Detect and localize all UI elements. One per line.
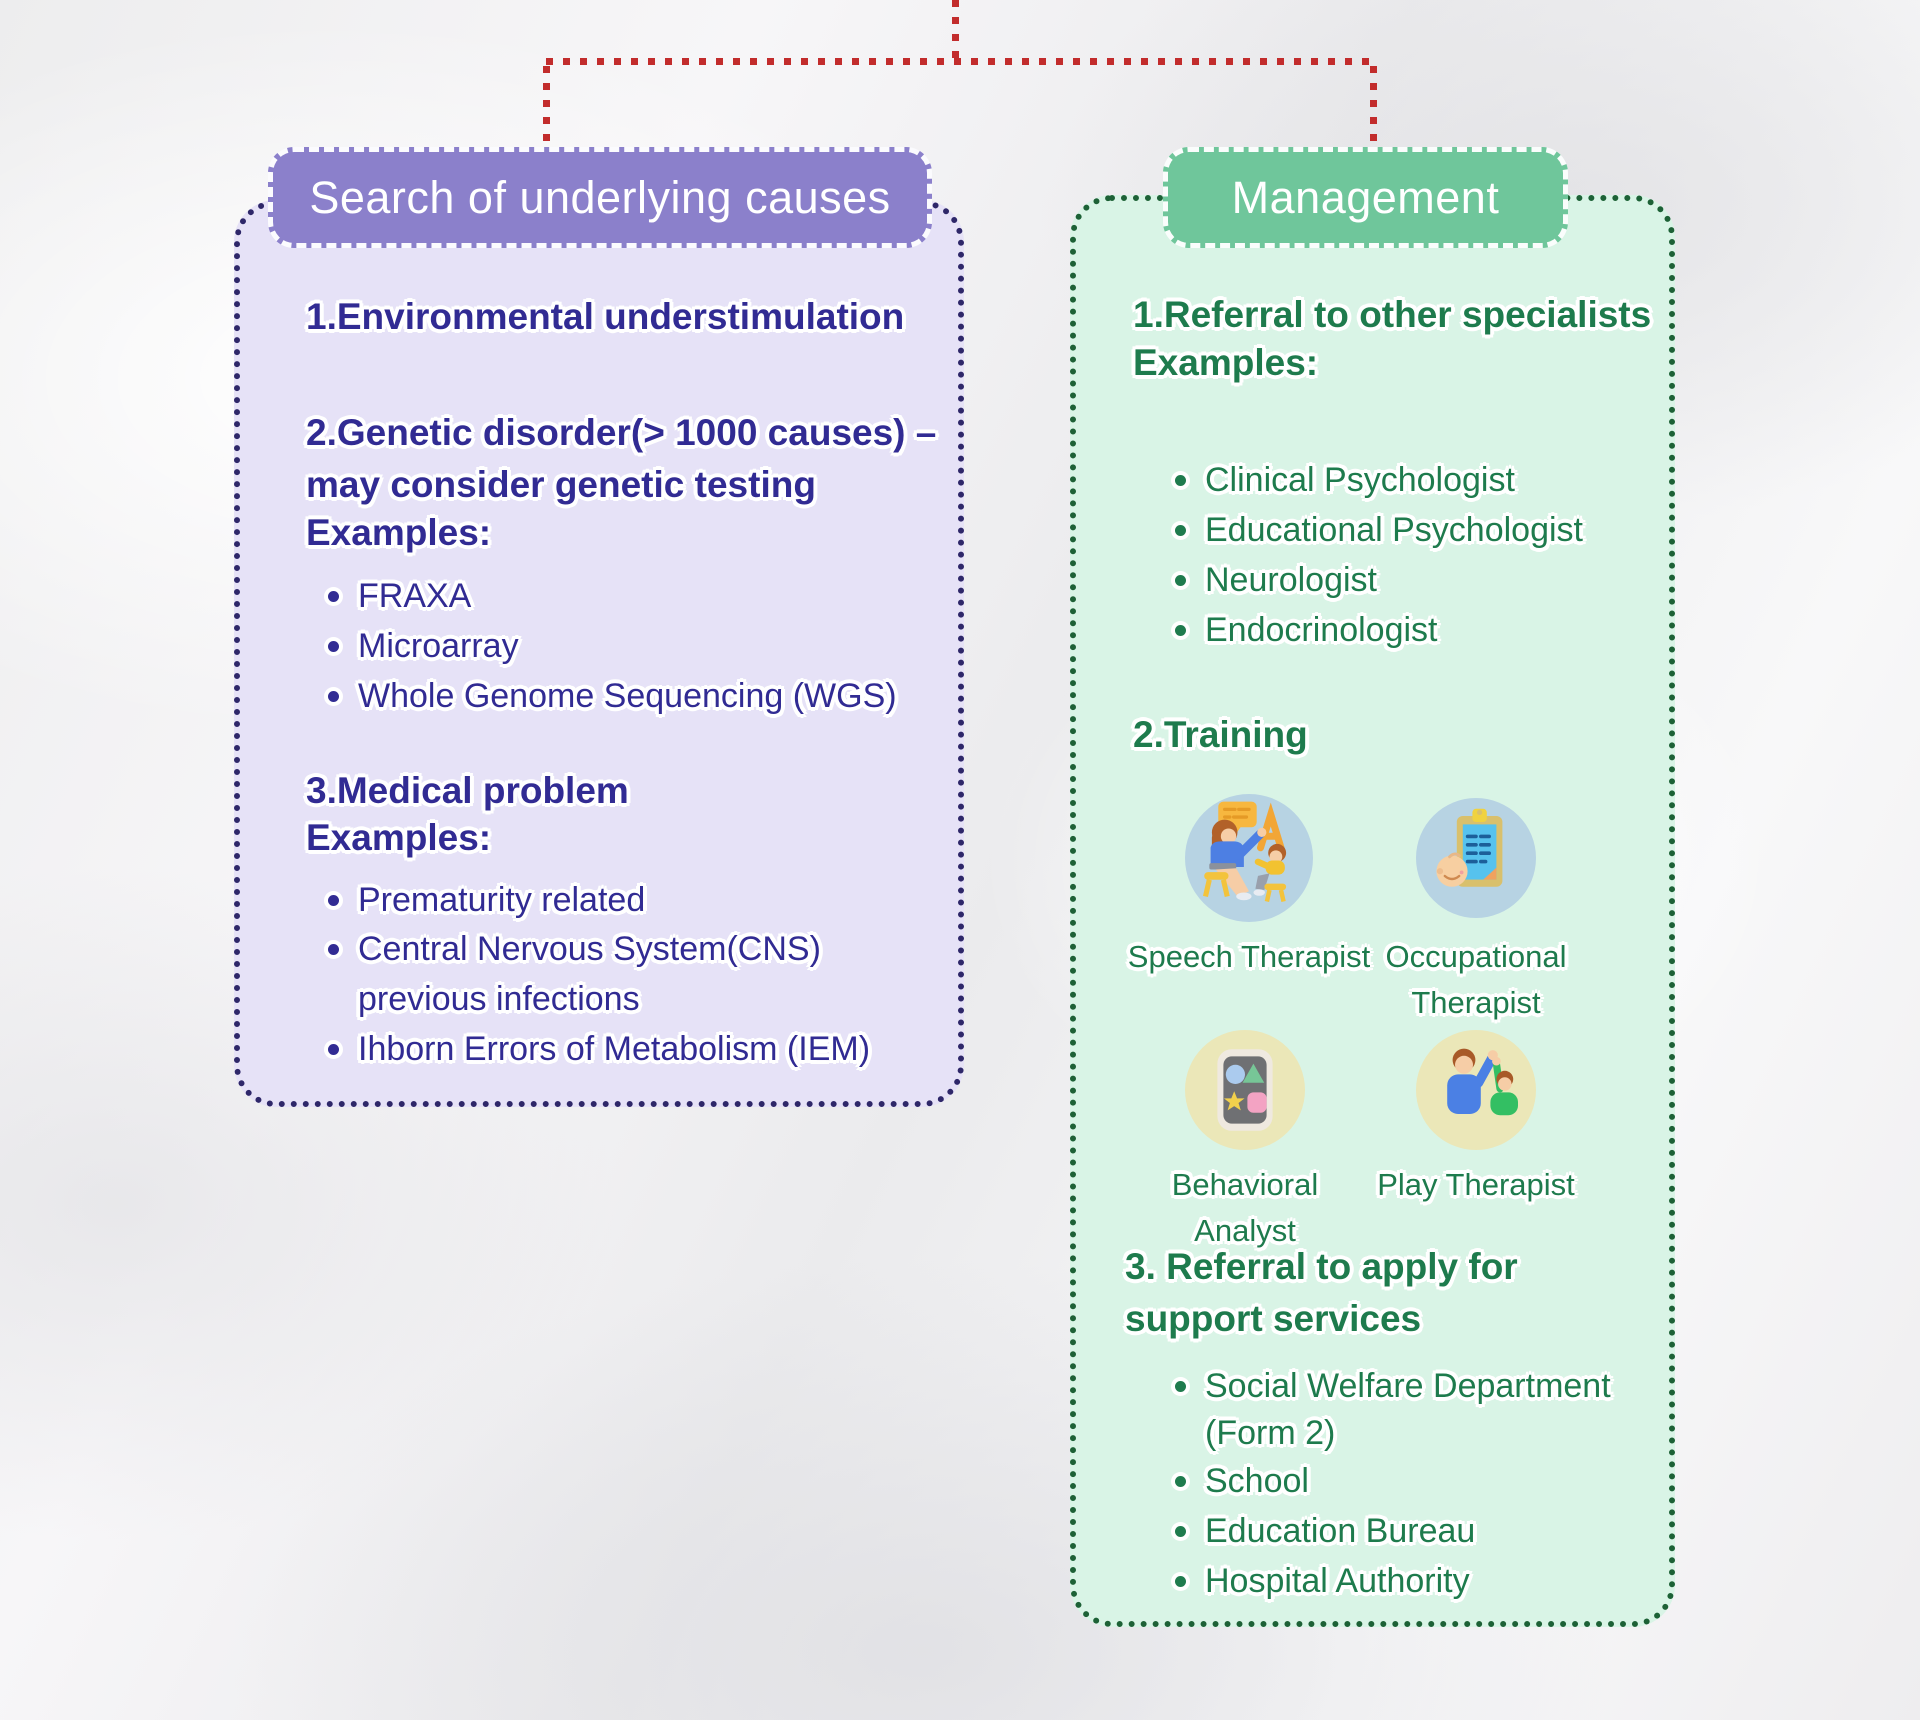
list-item: Prematurity related (328, 881, 645, 920)
cause-3-examples-label: Examples: (306, 817, 492, 858)
speech-therapist-label: Speech Therapist (1127, 939, 1371, 974)
management-3-heading-line2: support services (1125, 1298, 1422, 1339)
connector-top-vertical (952, 0, 959, 64)
cause-3-heading: 3.Medical problem (306, 770, 629, 811)
management-panel-title: Management (1231, 171, 1500, 223)
management-2-heading: 2.Training (1133, 714, 1308, 755)
cause-2-heading-line1: 2.Genetic disorder(> 1000 causes) – (306, 412, 937, 453)
bullet-dot (328, 591, 339, 602)
occupational-therapist-label: Occupational Therapist (1385, 939, 1567, 1020)
list-item: Endocrinologist (1175, 611, 1437, 650)
connector-horizontal (546, 58, 1378, 65)
list-item: Neurologist (1175, 561, 1377, 600)
bullet-dot (1175, 475, 1186, 486)
bullet-dot (328, 895, 339, 906)
bullet-dot (1175, 1381, 1186, 1392)
behavioral-analyst-label: Behavioral Analyst (1171, 1167, 1319, 1248)
list-item: FRAXA (328, 577, 471, 616)
list-item: School (1175, 1462, 1309, 1501)
speech-therapist-icon (1185, 794, 1313, 922)
management-3-heading-line1: 3. Referral to apply for (1125, 1246, 1518, 1287)
bullet-dot (1175, 625, 1186, 636)
bullet-dot (1175, 575, 1186, 586)
connector-left-vertical (543, 66, 550, 150)
bullet-dot (1175, 1526, 1186, 1537)
list-item: Clinical Psychologist (1175, 461, 1515, 500)
cause-2-examples-label: Examples: (306, 512, 492, 553)
bullet-dot (1175, 1576, 1186, 1587)
causes-panel-title: Search of underlying causes (309, 171, 891, 223)
behavioral-analyst-icon (1185, 1030, 1305, 1150)
bullet-dot (1175, 525, 1186, 536)
list-item: Central Nervous System(CNS) (328, 930, 821, 969)
list-item: Whole Genome Sequencing (WGS) (328, 677, 897, 716)
list-item: Microarray (328, 627, 519, 666)
bullet-dot (328, 944, 339, 955)
bullet-dot (328, 691, 339, 702)
list-item: Educational Psychologist (1175, 511, 1583, 550)
list-item: Hospital Authority (1175, 1562, 1470, 1601)
list-item: Education Bureau (1175, 1512, 1475, 1551)
management-panel-header (1163, 147, 1568, 248)
list-item-continuation: previous infections (358, 980, 640, 1018)
cause-1-heading: 1.Environmental understimulation (306, 296, 905, 337)
bullet-dot (1175, 1476, 1186, 1487)
management-1-heading: 1.Referral to other specialists (1133, 294, 1652, 335)
play-therapist-icon (1416, 1030, 1536, 1150)
bullet-dot (328, 1044, 339, 1055)
play-therapist-label: Play Therapist (1377, 1167, 1575, 1202)
cause-2-heading-line2: may consider genetic testing (306, 464, 816, 505)
management-panel (1070, 195, 1675, 1627)
causes-panel-header (268, 147, 932, 248)
list-item: Ihborn Errors of Metabolism (IEM) (328, 1030, 870, 1069)
list-item: Social Welfare Department (1175, 1367, 1611, 1406)
connector-right-vertical (1370, 66, 1377, 150)
bullet-dot (328, 641, 339, 652)
management-1-examples-label: Examples: (1133, 342, 1319, 383)
occupational-therapist-icon (1416, 798, 1536, 918)
list-item-continuation: (Form 2) (1205, 1414, 1336, 1452)
